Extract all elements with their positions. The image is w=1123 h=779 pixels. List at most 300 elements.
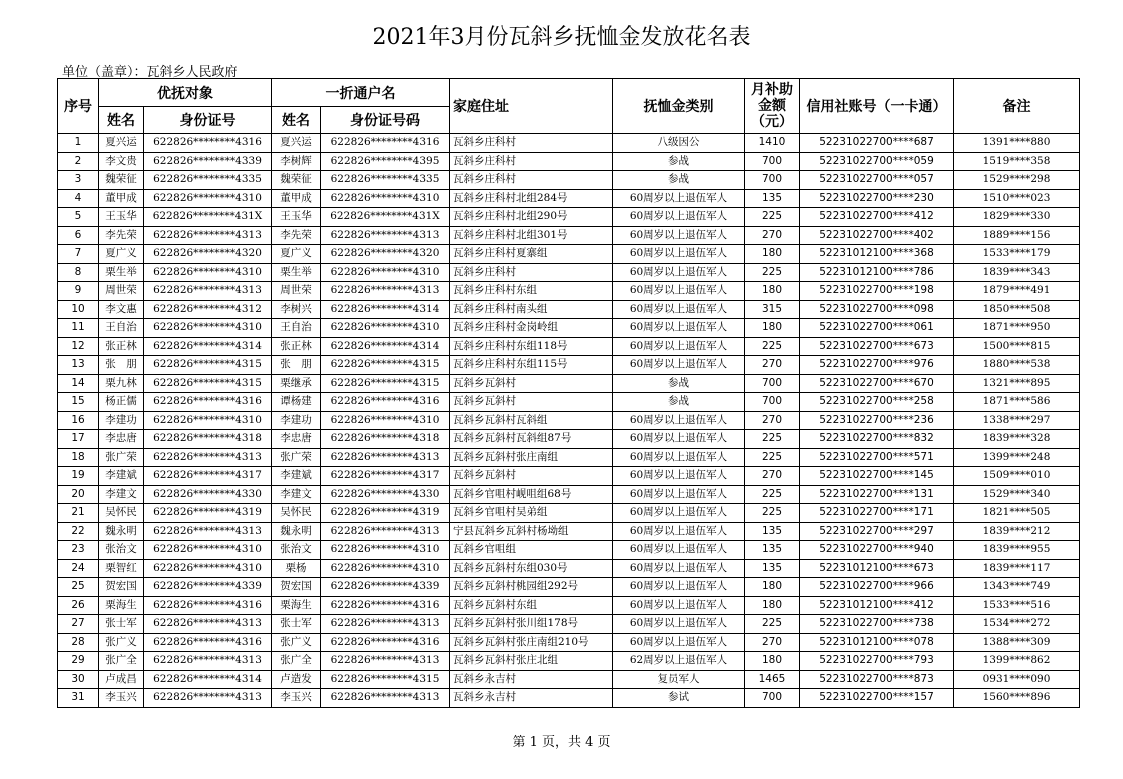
table-row (58, 689, 1080, 708)
cell-beneficiary-id: 622826********4316 (144, 633, 272, 652)
table-row (58, 189, 1080, 208)
cell-account: 52231022700****571 (800, 448, 954, 467)
cell-account: 52231022700****061 (800, 319, 954, 338)
cell-remark: 1343****749 (954, 578, 1080, 597)
header-address: 家庭住址 (450, 79, 613, 134)
cell-beneficiary-id: 622826********4314 (144, 337, 272, 356)
cell-beneficiary-id: 622826********4316 (144, 596, 272, 615)
cell-beneficiary-id: 622826********4320 (144, 245, 272, 264)
cell-remark: 1534****272 (954, 615, 1080, 634)
cell-holder-name: 魏永明 (272, 522, 321, 541)
cell-holder-name: 栗继承 (272, 374, 321, 393)
cell-row-number: 3 (58, 171, 99, 190)
cell-row-number: 7 (58, 245, 99, 264)
cell-row-number: 9 (58, 282, 99, 301)
cell-beneficiary-id: 622826********4319 (144, 504, 272, 523)
cell-beneficiary-name: 卢成昌 (99, 670, 144, 689)
cell-row-number: 30 (58, 670, 99, 689)
cell-row-number: 31 (58, 689, 99, 708)
cell-remark: 1509****010 (954, 467, 1080, 486)
cell-address: 瓦斜乡庄科村北组290号 (450, 208, 613, 227)
cell-remark: 1321****895 (954, 374, 1080, 393)
cell-category: 60周岁以上退伍军人 (613, 596, 745, 615)
cell-address: 瓦斜乡庄科村夏寨组 (450, 245, 613, 264)
cell-remark: 1510****023 (954, 189, 1080, 208)
cell-remark: 1839****343 (954, 263, 1080, 282)
cell-row-number: 24 (58, 559, 99, 578)
cell-category: 60周岁以上退伍军人 (613, 504, 745, 523)
table-row (58, 208, 1080, 227)
cell-row-number: 10 (58, 300, 99, 319)
cell-remark: 1839****955 (954, 541, 1080, 560)
cell-holder-name: 王玉华 (272, 208, 321, 227)
cell-holder-id: 622826********4314 (321, 300, 450, 319)
cell-address: 瓦斜乡庄科村北组284号 (450, 189, 613, 208)
cell-remark: 1880****538 (954, 356, 1080, 375)
cell-beneficiary-id: 622826********4314 (144, 670, 272, 689)
table-row (58, 559, 1080, 578)
cell-beneficiary-name: 夏广义 (99, 245, 144, 264)
cell-beneficiary-id: 622826********4313 (144, 448, 272, 467)
cell-holder-id: 622826********4319 (321, 504, 450, 523)
cell-amount: 700 (745, 393, 800, 412)
cell-remark: 1519****358 (954, 152, 1080, 171)
cell-row-number: 6 (58, 226, 99, 245)
cell-row-number: 17 (58, 430, 99, 449)
cell-holder-id: 622826********4310 (321, 541, 450, 560)
cell-holder-id: 622826********4313 (321, 282, 450, 301)
cell-account: 52231022700****258 (800, 393, 954, 412)
cell-account: 52231022700****230 (800, 189, 954, 208)
cell-beneficiary-name: 张广荣 (99, 448, 144, 467)
cell-holder-id: 622826********4395 (321, 152, 450, 171)
table-row (58, 134, 1080, 153)
cell-holder-name: 张广全 (272, 652, 321, 671)
cell-category: 60周岁以上退伍军人 (613, 356, 745, 375)
cell-holder-name: 周世荣 (272, 282, 321, 301)
cell-beneficiary-name: 张 朋 (99, 356, 144, 375)
cell-row-number: 28 (58, 633, 99, 652)
cell-account: 52231022700****402 (800, 226, 954, 245)
table-row (58, 282, 1080, 301)
header-holder-id: 身份证号码 (321, 107, 450, 134)
cell-beneficiary-name: 王玉华 (99, 208, 144, 227)
cell-remark: 1533****179 (954, 245, 1080, 264)
cell-holder-name: 李建功 (272, 411, 321, 430)
cell-category: 复员军人 (613, 670, 745, 689)
cell-beneficiary-id: 622826********4316 (144, 134, 272, 153)
header-category: 抚恤金类别 (613, 79, 745, 134)
cell-account: 52231022700****157 (800, 689, 954, 708)
header-account: 信用社账号（一卡通） (800, 79, 954, 134)
cell-account: 52231012100****786 (800, 263, 954, 282)
cell-address: 宁县瓦斜乡瓦斜村杨坳组 (450, 522, 613, 541)
cell-beneficiary-name: 栗九林 (99, 374, 144, 393)
cell-address: 瓦斜乡庄科村 (450, 152, 613, 171)
cell-beneficiary-id: 622826********4313 (144, 282, 272, 301)
cell-holder-id: 622826********4316 (321, 134, 450, 153)
cell-beneficiary-id: 622826********4317 (144, 467, 272, 486)
cell-category: 60周岁以上退伍军人 (613, 282, 745, 301)
cell-row-number: 29 (58, 652, 99, 671)
cell-remark: 1879****491 (954, 282, 1080, 301)
cell-holder-name: 李玉兴 (272, 689, 321, 708)
cell-beneficiary-name: 魏永明 (99, 522, 144, 541)
table-row (58, 522, 1080, 541)
cell-row-number: 18 (58, 448, 99, 467)
cell-holder-name: 夏兴运 (272, 134, 321, 153)
cell-beneficiary-id: 622826********4310 (144, 541, 272, 560)
cell-amount: 225 (745, 337, 800, 356)
cell-beneficiary-name: 张广义 (99, 633, 144, 652)
cell-amount: 180 (745, 578, 800, 597)
header-id: 身份证号 (144, 107, 272, 134)
table-row (58, 467, 1080, 486)
cell-amount: 135 (745, 522, 800, 541)
cell-address: 瓦斜乡瓦斜村张庄北组 (450, 652, 613, 671)
cell-holder-name: 张士军 (272, 615, 321, 634)
cell-holder-id: 622826********4339 (321, 578, 450, 597)
cell-holder-name: 夏广义 (272, 245, 321, 264)
cell-remark: 1821****505 (954, 504, 1080, 523)
cell-account: 52231022700****673 (800, 337, 954, 356)
cell-amount: 135 (745, 189, 800, 208)
cell-account: 52231022700****131 (800, 485, 954, 504)
cell-holder-name: 卢造发 (272, 670, 321, 689)
cell-address: 瓦斜乡庄科村 (450, 171, 613, 190)
cell-account: 52231012100****368 (800, 245, 954, 264)
cell-address: 瓦斜乡瓦斜村桃园组292号 (450, 578, 613, 597)
cell-account: 52231022700****670 (800, 374, 954, 393)
cell-beneficiary-name: 李文贵 (99, 152, 144, 171)
table-row (58, 541, 1080, 560)
cell-holder-name: 栗生举 (272, 263, 321, 282)
table-row (58, 652, 1080, 671)
cell-row-number: 21 (58, 504, 99, 523)
cell-account: 52231022700****145 (800, 467, 954, 486)
cell-category: 60周岁以上退伍军人 (613, 448, 745, 467)
cell-account: 52231022700****832 (800, 430, 954, 449)
cell-address: 瓦斜乡瓦斜村瓦斜组87号 (450, 430, 613, 449)
cell-holder-name: 李树兴 (272, 300, 321, 319)
cell-beneficiary-name: 董甲成 (99, 189, 144, 208)
cell-holder-id: 622826********4318 (321, 430, 450, 449)
cell-amount: 180 (745, 596, 800, 615)
cell-amount: 700 (745, 171, 800, 190)
table-row (58, 337, 1080, 356)
cell-address: 瓦斜乡瓦斜村 (450, 467, 613, 486)
cell-beneficiary-name: 贺宏国 (99, 578, 144, 597)
cell-amount: 1410 (745, 134, 800, 153)
cell-holder-name: 谭杨建 (272, 393, 321, 412)
cell-beneficiary-id: 622826********4339 (144, 578, 272, 597)
header-remark: 备注 (954, 79, 1080, 134)
cell-row-number: 27 (58, 615, 99, 634)
cell-category: 60周岁以上退伍军人 (613, 226, 745, 245)
cell-category: 60周岁以上退伍军人 (613, 559, 745, 578)
cell-beneficiary-id: 622826********4312 (144, 300, 272, 319)
roster-table (57, 78, 1080, 708)
table-row (58, 504, 1080, 523)
cell-beneficiary-id: 622826********4335 (144, 171, 272, 190)
cell-beneficiary-name: 李建文 (99, 485, 144, 504)
cell-beneficiary-name: 栗智红 (99, 559, 144, 578)
table-row (58, 356, 1080, 375)
cell-holder-name: 张治文 (272, 541, 321, 560)
cell-amount: 270 (745, 411, 800, 430)
cell-row-number: 1 (58, 134, 99, 153)
cell-holder-id: 622826********4313 (321, 615, 450, 634)
cell-beneficiary-id: 622826********4339 (144, 152, 272, 171)
cell-account: 52231012100****078 (800, 633, 954, 652)
cell-beneficiary-id: 622826********4313 (144, 652, 272, 671)
cell-category: 60周岁以上退伍军人 (613, 430, 745, 449)
document-title: 2021年3月份瓦斜乡抚恤金发放花名表 (372, 25, 751, 50)
cell-address: 瓦斜乡官咀组 (450, 541, 613, 560)
cell-row-number: 13 (58, 356, 99, 375)
cell-row-number: 20 (58, 485, 99, 504)
cell-address: 瓦斜乡庄科村 (450, 134, 613, 153)
cell-address: 瓦斜乡瓦斜村东组030号 (450, 559, 613, 578)
cell-remark: 1839****328 (954, 430, 1080, 449)
cell-account: 52231022700****057 (800, 171, 954, 190)
cell-holder-id: 622826********431X (321, 208, 450, 227)
cell-remark: 1399****248 (954, 448, 1080, 467)
cell-category: 60周岁以上退伍军人 (613, 263, 745, 282)
cell-holder-id: 622826********4314 (321, 337, 450, 356)
cell-account: 52231022700****171 (800, 504, 954, 523)
cell-category: 60周岁以上退伍军人 (613, 319, 745, 338)
cell-holder-name: 张广义 (272, 633, 321, 652)
cell-account: 52231022700****687 (800, 134, 954, 153)
cell-beneficiary-name: 张广全 (99, 652, 144, 671)
cell-row-number: 15 (58, 393, 99, 412)
cell-remark: 1338****297 (954, 411, 1080, 430)
header-beneficiary: 优抚对象 (99, 79, 272, 107)
cell-beneficiary-name: 吴怀民 (99, 504, 144, 523)
cell-account: 52231022700****098 (800, 300, 954, 319)
cell-account: 52231012100****673 (800, 559, 954, 578)
cell-row-number: 23 (58, 541, 99, 560)
cell-holder-id: 622826********4315 (321, 356, 450, 375)
cell-beneficiary-name: 李建功 (99, 411, 144, 430)
cell-address: 瓦斜乡庄科村东组 (450, 282, 613, 301)
cell-holder-name: 张广荣 (272, 448, 321, 467)
cell-address: 瓦斜乡永吉村 (450, 689, 613, 708)
cell-holder-id: 622826********4316 (321, 393, 450, 412)
cell-category: 60周岁以上退伍军人 (613, 245, 745, 264)
cell-holder-id: 622826********4313 (321, 448, 450, 467)
cell-category: 60周岁以上退伍军人 (613, 485, 745, 504)
cell-amount: 180 (745, 282, 800, 301)
cell-remark: 1399****862 (954, 652, 1080, 671)
cell-remark: 1829****330 (954, 208, 1080, 227)
cell-holder-id: 622826********4313 (321, 689, 450, 708)
cell-amount: 315 (745, 300, 800, 319)
cell-row-number: 26 (58, 596, 99, 615)
cell-address: 瓦斜乡庄科村北组301号 (450, 226, 613, 245)
cell-address: 瓦斜乡瓦斜村瓦斜组 (450, 411, 613, 430)
cell-holder-name: 李忠唐 (272, 430, 321, 449)
header-amount-line3: （元） (751, 114, 793, 130)
cell-amount: 700 (745, 374, 800, 393)
cell-remark: 1500****815 (954, 337, 1080, 356)
cell-amount: 225 (745, 615, 800, 634)
cell-amount: 225 (745, 263, 800, 282)
table-row (58, 596, 1080, 615)
cell-amount: 225 (745, 504, 800, 523)
cell-beneficiary-id: 622826********431X (144, 208, 272, 227)
cell-row-number: 4 (58, 189, 99, 208)
cell-category: 60周岁以上退伍军人 (613, 300, 745, 319)
cell-remark: 1871****950 (954, 319, 1080, 338)
cell-beneficiary-name: 张士军 (99, 615, 144, 634)
cell-beneficiary-name: 李文惠 (99, 300, 144, 319)
cell-beneficiary-name: 李忠唐 (99, 430, 144, 449)
cell-holder-id: 622826********4315 (321, 670, 450, 689)
header-amount-line2: 金额 (758, 98, 786, 114)
cell-category: 60周岁以上退伍军人 (613, 208, 745, 227)
table-row (58, 615, 1080, 634)
cell-category: 60周岁以上退伍军人 (613, 541, 745, 560)
cell-beneficiary-name: 李玉兴 (99, 689, 144, 708)
cell-account: 52231022700****966 (800, 578, 954, 597)
cell-beneficiary-id: 622826********4310 (144, 319, 272, 338)
cell-beneficiary-id: 622826********4313 (144, 689, 272, 708)
cell-beneficiary-id: 622826********4318 (144, 430, 272, 449)
cell-row-number: 16 (58, 411, 99, 430)
cell-remark: 1889****156 (954, 226, 1080, 245)
cell-account: 52231022700****873 (800, 670, 954, 689)
cell-remark: 1391****880 (954, 134, 1080, 153)
cell-holder-id: 622826********4316 (321, 596, 450, 615)
cell-holder-name: 吴怀民 (272, 504, 321, 523)
table-row (58, 263, 1080, 282)
header-amount (745, 79, 800, 134)
cell-account: 52231022700****198 (800, 282, 954, 301)
cell-row-number: 14 (58, 374, 99, 393)
cell-holder-name: 李树辉 (272, 152, 321, 171)
cell-holder-id: 622826********4330 (321, 485, 450, 504)
table-row (58, 226, 1080, 245)
cell-beneficiary-name: 夏兴运 (99, 134, 144, 153)
cell-beneficiary-id: 622826********4310 (144, 411, 272, 430)
header-account-holder: 一折通户名 (272, 79, 450, 107)
cell-amount: 225 (745, 208, 800, 227)
cell-category: 八级因公 (613, 134, 745, 153)
cell-holder-id: 622826********4320 (321, 245, 450, 264)
cell-remark: 1850****508 (954, 300, 1080, 319)
cell-beneficiary-id: 622826********4330 (144, 485, 272, 504)
cell-holder-name: 魏荣征 (272, 171, 321, 190)
table-row (58, 485, 1080, 504)
cell-holder-name: 栗杨 (272, 559, 321, 578)
cell-remark: 1529****340 (954, 485, 1080, 504)
table-row (58, 430, 1080, 449)
cell-amount: 180 (745, 652, 800, 671)
cell-holder-id: 622826********4315 (321, 374, 450, 393)
cell-holder-id: 622826********4335 (321, 171, 450, 190)
cell-beneficiary-name: 张正林 (99, 337, 144, 356)
cell-row-number: 25 (58, 578, 99, 597)
cell-amount: 700 (745, 152, 800, 171)
cell-holder-name: 张正林 (272, 337, 321, 356)
cell-category: 参战 (613, 393, 745, 412)
cell-row-number: 19 (58, 467, 99, 486)
cell-address: 瓦斜乡庄科村东组115号 (450, 356, 613, 375)
cell-remark: 1560****896 (954, 689, 1080, 708)
cell-address: 瓦斜乡瓦斜村 (450, 374, 613, 393)
cell-beneficiary-name: 李建斌 (99, 467, 144, 486)
header-amount-line1: 月补助 (751, 82, 793, 98)
cell-address: 瓦斜乡庄科村金岗岭组 (450, 319, 613, 338)
cell-category: 60周岁以上退伍军人 (613, 411, 745, 430)
cell-account: 52231022700****738 (800, 615, 954, 634)
table-row (58, 670, 1080, 689)
cell-holder-id: 622826********4316 (321, 633, 450, 652)
table-row (58, 319, 1080, 338)
cell-category: 60周岁以上退伍军人 (613, 467, 745, 486)
cell-account: 52231012100****412 (800, 596, 954, 615)
table-row (58, 448, 1080, 467)
cell-beneficiary-id: 622826********4313 (144, 226, 272, 245)
header-seq: 序号 (58, 79, 99, 134)
cell-amount: 180 (745, 319, 800, 338)
cell-holder-id: 622826********4310 (321, 189, 450, 208)
cell-row-number: 8 (58, 263, 99, 282)
cell-remark: 1388****309 (954, 633, 1080, 652)
cell-category: 参试 (613, 689, 745, 708)
cell-account: 52231022700****976 (800, 356, 954, 375)
cell-beneficiary-name: 李先荣 (99, 226, 144, 245)
cell-amount: 700 (745, 689, 800, 708)
cell-beneficiary-name: 王自治 (99, 319, 144, 338)
cell-remark: 1533****516 (954, 596, 1080, 615)
cell-address: 瓦斜乡永吉村 (450, 670, 613, 689)
cell-category: 参战 (613, 152, 745, 171)
cell-beneficiary-name: 栗海生 (99, 596, 144, 615)
cell-address: 瓦斜乡瓦斜村张庄南组 (450, 448, 613, 467)
cell-address: 瓦斜乡庄科村南头组 (450, 300, 613, 319)
cell-holder-id: 622826********4313 (321, 522, 450, 541)
cell-category: 60周岁以上退伍军人 (613, 578, 745, 597)
cell-account: 52231022700****940 (800, 541, 954, 560)
cell-address: 瓦斜乡瓦斜村东组 (450, 596, 613, 615)
cell-account: 52231022700****412 (800, 208, 954, 227)
cell-amount: 270 (745, 467, 800, 486)
cell-holder-id: 622826********4310 (321, 411, 450, 430)
cell-amount: 225 (745, 430, 800, 449)
cell-amount: 180 (745, 245, 800, 264)
cell-beneficiary-id: 622826********4313 (144, 615, 272, 634)
cell-row-number: 12 (58, 337, 99, 356)
cell-holder-name: 栗海生 (272, 596, 321, 615)
cell-category: 60周岁以上退伍军人 (613, 633, 745, 652)
cell-holder-name: 贺宏国 (272, 578, 321, 597)
cell-beneficiary-id: 622826********4316 (144, 393, 272, 412)
cell-beneficiary-id: 622826********4315 (144, 356, 272, 375)
cell-beneficiary-id: 622826********4310 (144, 263, 272, 282)
cell-remark: 0931****090 (954, 670, 1080, 689)
table-row (58, 171, 1080, 190)
cell-beneficiary-id: 622826********4310 (144, 559, 272, 578)
table-row (58, 578, 1080, 597)
cell-holder-name: 李建斌 (272, 467, 321, 486)
cell-address: 瓦斜乡瓦斜村 (450, 393, 613, 412)
cell-holder-id: 622826********4310 (321, 559, 450, 578)
cell-holder-id: 622826********4313 (321, 226, 450, 245)
cell-account: 52231022700****793 (800, 652, 954, 671)
